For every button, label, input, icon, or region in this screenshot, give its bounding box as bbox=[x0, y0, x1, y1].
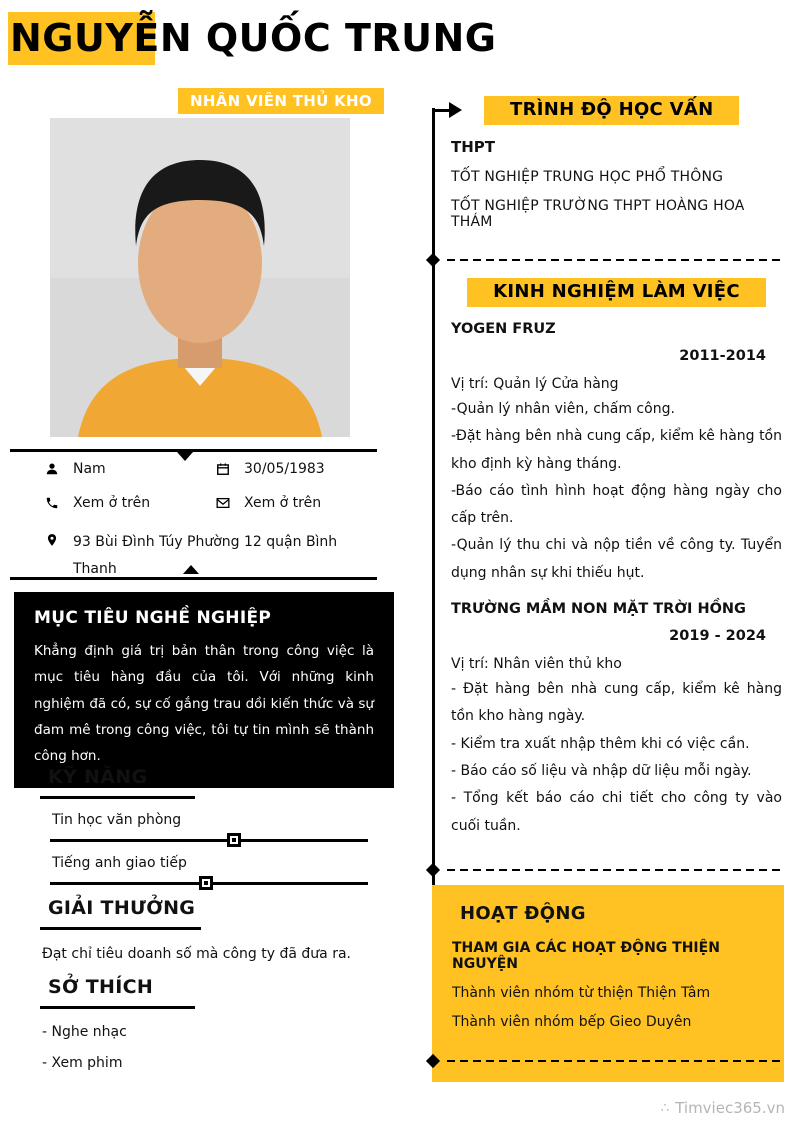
experience-content bbox=[432, 278, 784, 840]
skill-label: Tiếng anh giao tiếp bbox=[52, 855, 187, 871]
objective-section bbox=[14, 592, 394, 788]
job-detail: -Quản lý nhân viên, chấm công. bbox=[451, 401, 675, 417]
objective-text: Khẳng định giá trị bản thân trong công việc là mục tiêu hàng đầu của tôi. Với những kinh nghiệm đã có, sự cố gắng trau dồi kiến thức và sự đam mê trong công việc, tôi tự tin mình sẽ thành công hơn. bbox=[34, 643, 374, 765]
objective-heading: MỤC TIÊU NGHỀ NGHIỆP bbox=[34, 608, 272, 628]
experience-heading: KINH NGHIỆM LÀM VIỆC bbox=[467, 278, 766, 307]
job-detail: - Báo cáo số liệu và nhập dữ liệu mỗi ngày. bbox=[451, 762, 752, 779]
hobbies-heading: SỞ THÍCH bbox=[40, 976, 195, 1009]
dashed-line bbox=[447, 1060, 780, 1062]
job-detail: -Đặt hàng bên nhà cung cấp, kiểm kê hàng tồn kho định kỳ hàng tháng. bbox=[451, 428, 782, 472]
awards-section bbox=[40, 897, 385, 962]
job-period: 2019 - 2024 bbox=[669, 628, 766, 645]
site-watermark bbox=[661, 1099, 785, 1117]
skill-slider bbox=[50, 839, 368, 842]
brand-name: Timviec365.vn bbox=[675, 1099, 785, 1117]
diamond-icon bbox=[426, 253, 440, 267]
right-column bbox=[432, 95, 784, 1082]
info-divider-bottom bbox=[10, 577, 377, 580]
diamond-icon bbox=[426, 1054, 440, 1068]
job-period: 2011-2014 bbox=[679, 348, 766, 364]
user-icon bbox=[45, 462, 59, 476]
skill-item bbox=[40, 812, 372, 842]
arrow-right-icon bbox=[449, 102, 462, 118]
section-divider bbox=[432, 1060, 784, 1062]
phone-icon bbox=[45, 496, 59, 510]
activities-section bbox=[432, 885, 784, 1082]
job-position: Vị trí: Nhân viên thủ kho bbox=[451, 656, 622, 673]
activities-heading: HOẠT ĐỘNG bbox=[460, 902, 586, 924]
job-position: Vị trí: Quản lý Cửa hàng bbox=[451, 376, 619, 392]
divider-arrow-up-icon bbox=[183, 565, 199, 574]
activity-item: Thành viên nhóm từ thiện Thiện Tâm bbox=[452, 984, 711, 1001]
education-content bbox=[432, 138, 784, 230]
activity-item: Thành viên nhóm bếp Gieo Duyên bbox=[452, 1013, 692, 1030]
address-field bbox=[45, 529, 375, 582]
envelope-icon bbox=[216, 496, 230, 510]
email-value: Xem ở trên bbox=[244, 495, 322, 511]
company-name: TRƯỜNG MẦM NON MẶT TRỜI HỒNG bbox=[451, 601, 746, 618]
section-divider bbox=[432, 259, 784, 261]
awards-heading: GIẢI THƯỞNG bbox=[40, 897, 201, 930]
job-entry bbox=[449, 321, 784, 587]
dashed-line bbox=[447, 259, 780, 261]
skill-label: Tin học văn phòng bbox=[52, 812, 182, 828]
calendar-icon bbox=[216, 462, 230, 476]
activities-subheading: THAM GIA CÁC HOẠT ĐỘNG THIỆN NGUYỆN bbox=[452, 939, 720, 972]
phone-value: Xem ở trên bbox=[73, 495, 151, 511]
job-detail: - Đặt hàng bên nhà cung cấp, kiểm kê hàng tồn kho hàng ngày. bbox=[451, 681, 782, 725]
profile-photo-placeholder bbox=[50, 118, 350, 437]
info-divider-top bbox=[10, 449, 377, 452]
skill-slider bbox=[50, 882, 368, 885]
divider-arrow-down-icon bbox=[177, 452, 193, 461]
profile-photo bbox=[50, 118, 350, 437]
skill-item bbox=[40, 855, 372, 885]
job-detail: -Quản lý thu chi và nộp tiền về công ty. Tuyển dụng nhân sự khi thiếu hụt. bbox=[451, 537, 782, 581]
email-field bbox=[216, 495, 321, 511]
job-detail: - Kiểm tra xuất nhập thêm khi có việc cần. bbox=[451, 735, 750, 752]
skills-heading: KỸ NĂNG bbox=[40, 766, 195, 799]
hobbies-section bbox=[40, 976, 340, 1071]
section-divider bbox=[432, 869, 784, 871]
skill-slider-handle-icon bbox=[227, 833, 241, 847]
dob-field bbox=[216, 461, 325, 477]
job-title-badge: NHÂN VIÊN THỦ KHO bbox=[178, 88, 384, 114]
education-heading-row bbox=[432, 95, 784, 125]
gender-field bbox=[45, 461, 106, 477]
education-heading: TRÌNH ĐỘ HỌC VẤN bbox=[484, 96, 739, 125]
dashed-line bbox=[447, 869, 780, 871]
education-line: TỐT NGHIỆP TRƯỜNG THPT HOÀNG HOA THÁM bbox=[451, 198, 745, 230]
job-entry bbox=[449, 601, 784, 840]
dob-value: 30/05/1983 bbox=[244, 461, 325, 477]
person-name: NGUYỄN QUỐC TRUNG bbox=[10, 16, 497, 60]
awards-text: Đạt chỉ tiêu doanh số mà công ty đã đưa ra. bbox=[42, 946, 351, 962]
diamond-icon bbox=[426, 863, 440, 877]
address-value: 93 Bùi Đình Túy Phường 12 quận Bình Thanh bbox=[73, 534, 338, 577]
phone-field bbox=[45, 495, 150, 511]
timviec365-logo-icon: ∴ bbox=[660, 1100, 670, 1116]
hobby-item: - Nghe nhạc bbox=[42, 1024, 127, 1040]
map-pin-icon bbox=[45, 533, 59, 547]
job-detail: -Báo cáo tình hình hoạt động hàng ngày cho cấp trên. bbox=[451, 482, 782, 527]
gender-value: Nam bbox=[73, 461, 106, 477]
education-school: THPT bbox=[451, 138, 496, 156]
hobby-item: - Xem phim bbox=[42, 1055, 123, 1071]
skill-slider-handle-icon bbox=[199, 876, 213, 890]
job-detail: - Tổng kết báo cáo chi tiết cho công ty vào cuối tuần. bbox=[451, 790, 782, 834]
company-name: YOGEN FRUZ bbox=[451, 321, 556, 337]
education-line: TỐT NGHIỆP TRUNG HỌC PHỔ THÔNG bbox=[451, 169, 724, 185]
skills-section bbox=[40, 766, 372, 887]
